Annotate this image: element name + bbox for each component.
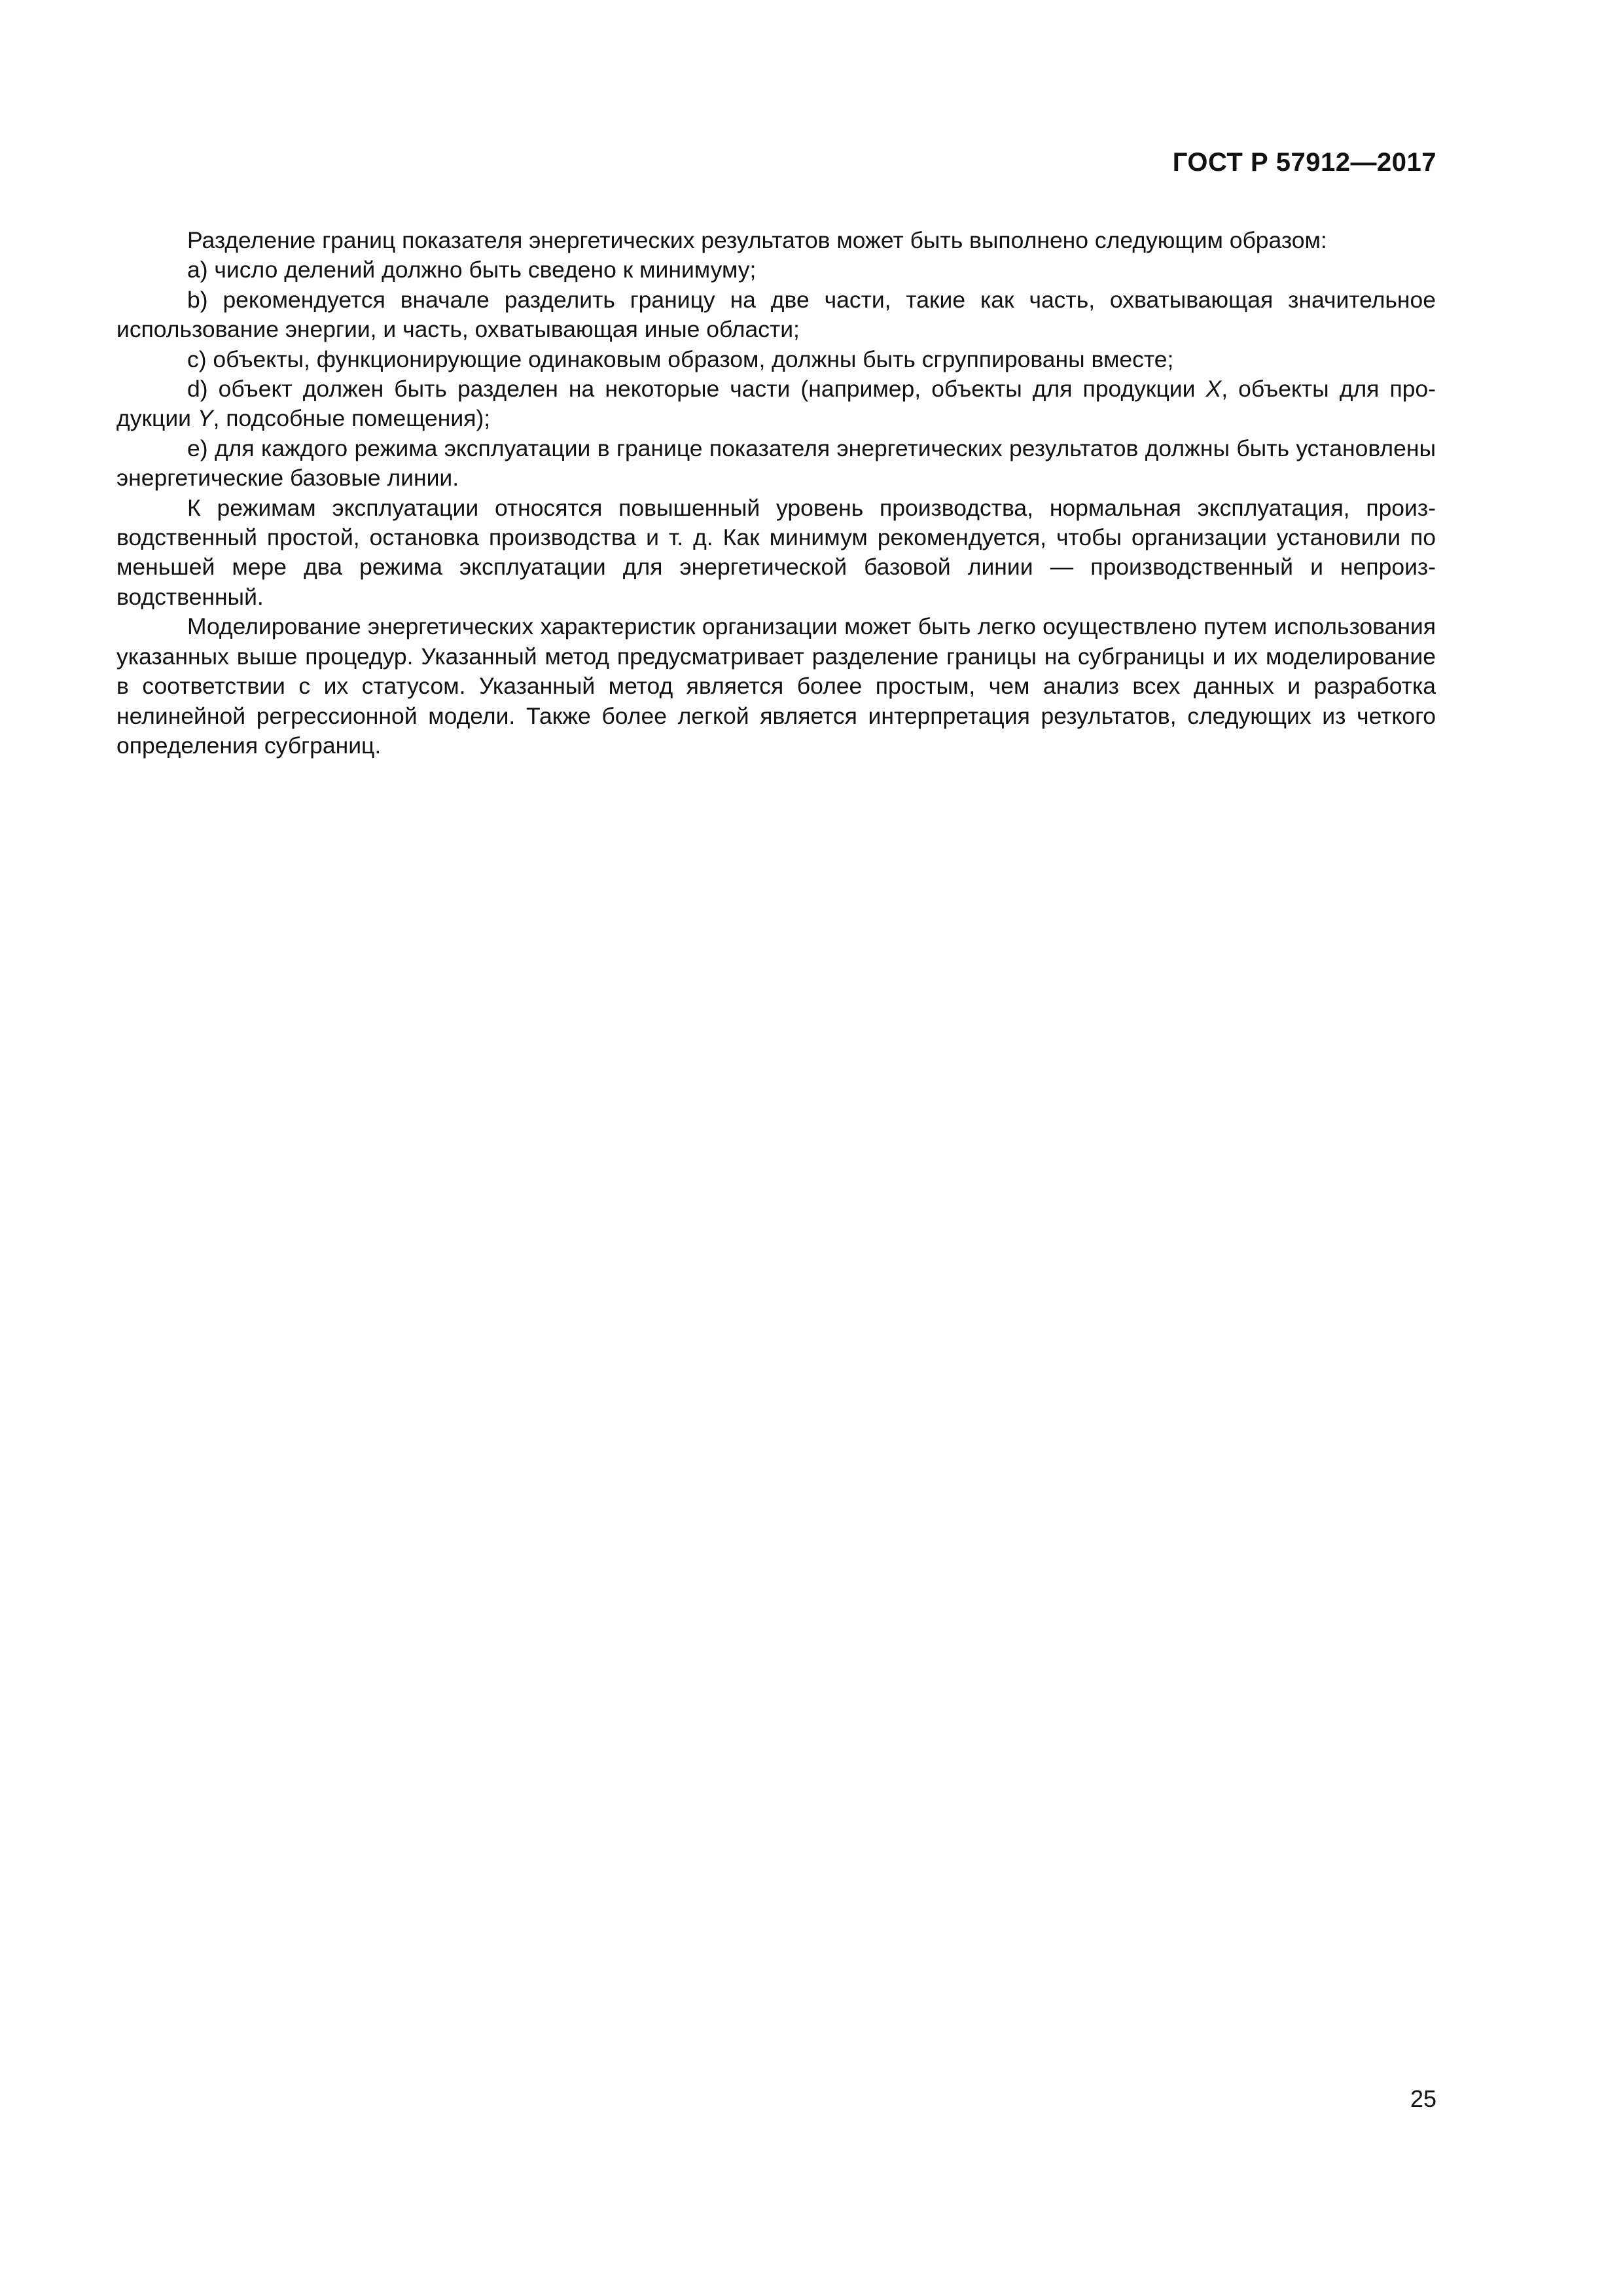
variable-x: X	[1205, 376, 1222, 403]
paragraph-operation-modes: К режимам эксплуатации относятся повышенный уровень производства, нормальная эксплуатация, производственный простой, остановка производства и т. д. Как минимум рекомендуется, чтобы организации установили по меньшей мере два режима эксплуатации для энергетической базовой линии — производственный и непроизводственный.	[116, 494, 1436, 610]
document-body	[116, 226, 1436, 761]
list-item-c: c) объекты, функционирующие одинаковым образом, должны быть сгруппированы вместе;	[187, 346, 1174, 372]
variable-y: Y	[197, 405, 213, 432]
list-item-b: b) рекомендуется вначале разделить границу на две части, такие как часть, охватывающая значительное использование энергии, и часть, охватывающая иные области;	[116, 286, 1436, 343]
list-item-a: a) число делений должно быть сведено к минимуму;	[187, 257, 757, 283]
paragraph-modeling: Моделирование энергетических характеристик организации может быть легко осуществлено путем использования указанных выше процедур. Указанный метод предусматривает разделение границы на субграницы и их моделирование в соответствии с их статусом. Указанный метод является более простым, чем анализ всех данных и разработка нелинейной регрессионной модели. Также более легкой является интерпретация результатов, следующих из четкого определения субграниц.	[116, 613, 1436, 759]
paragraph-intro: Разделение границ показателя энергетических результатов может быть выполнено следующим образом:	[187, 227, 1327, 253]
list-item-e: e) для каждого режима эксплуатации в границе показателя энергетических результатов должны быть установлены энергетические базовые линии.	[116, 435, 1436, 492]
list-item-d-text-3: , подсобные помещения);	[213, 405, 491, 432]
list-item-d-text-2: , объекты для продукции	[116, 376, 1436, 432]
document-header-standard-id: ГОСТ Р 57912—2017	[1172, 148, 1436, 177]
list-item-d-text-1: d) объект должен быть разделен на некоторые части (например, объекты для продукции	[187, 376, 1206, 403]
list-item-d	[116, 374, 1436, 434]
page-number: 25	[1410, 2085, 1436, 2112]
